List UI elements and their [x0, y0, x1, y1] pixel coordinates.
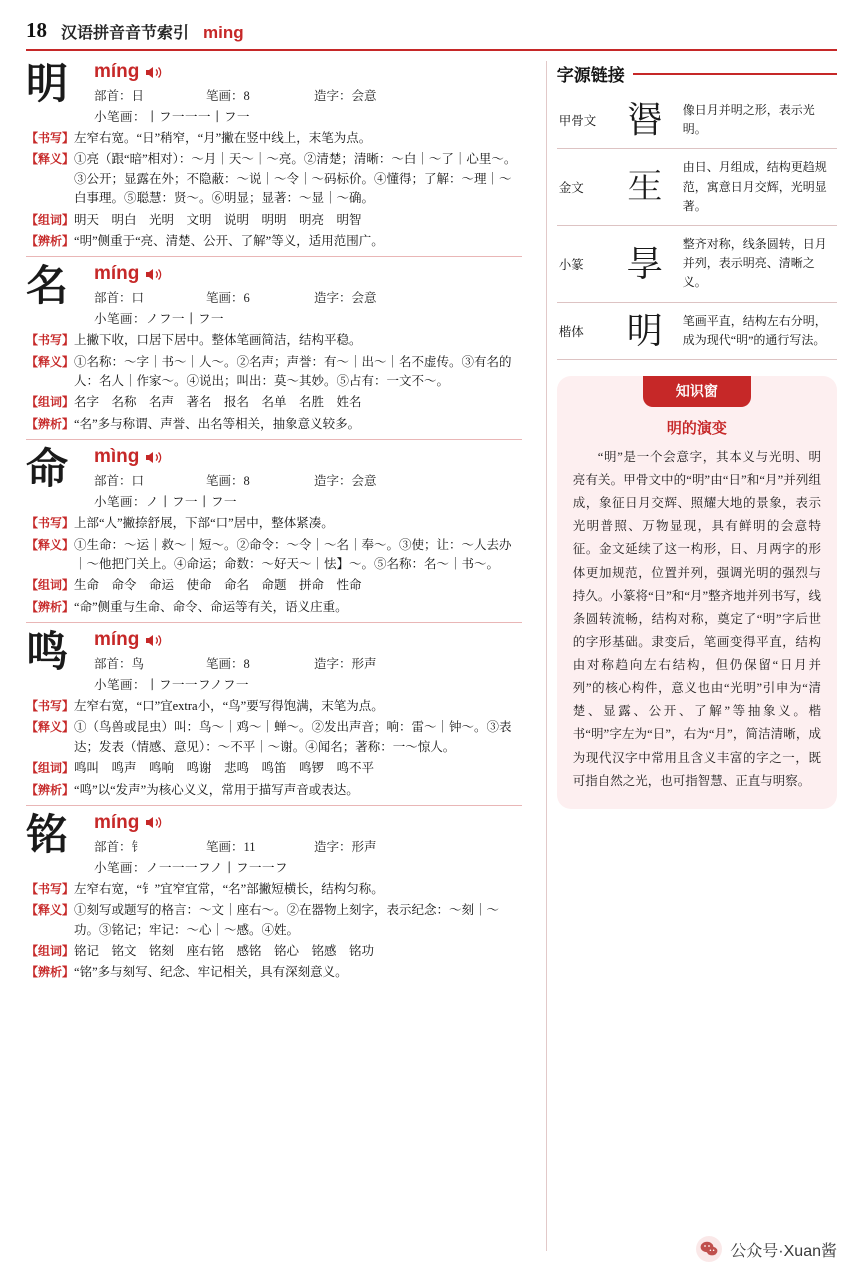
section-zuci: [26, 211, 522, 230]
bianxi-tag: 【辨析】: [26, 599, 75, 614]
entry-sections: [26, 331, 522, 434]
page-body: [26, 61, 837, 1251]
stroke-label: 小笔画：: [94, 678, 147, 692]
script-desc: 整齐对称，线条圆转，日月并列，表示明亮、清晰之义。: [681, 225, 837, 302]
zuci-text: 名字 名称 名声 著名 报名 名单 名胜 姓名: [74, 395, 362, 410]
script-desc: 笔画平直，结构左右分明，成为现代“明”的通行写法。: [681, 302, 837, 359]
zuci-text: 鸣叫 鸣声 鸣响 鸣谢 悲鸣 鸣笛 鸣锣 鸣不平: [74, 761, 375, 776]
entry-meta: [94, 654, 522, 672]
bihua-label: 笔画：: [206, 474, 244, 489]
shiyi-tag: 【释义】: [26, 720, 75, 735]
dictionary-entry: [26, 446, 522, 623]
script-glyph: 明: [609, 302, 681, 359]
zuci-text: 铭记 铭文 铭刻 座右铭 感铭 铭心 铭感 铭功: [74, 944, 375, 958]
page-number: 18: [26, 18, 47, 42]
shuxie-tag: 【书写】: [26, 131, 75, 145]
shiyi-tag: 【释义】: [26, 354, 75, 369]
entry-meta: [94, 86, 522, 104]
knowledge-title: 明的演变: [666, 420, 727, 437]
zaozi-value: 会意: [351, 474, 377, 489]
pinyin-row: [94, 812, 522, 834]
stroke-label: 小笔画：: [94, 860, 147, 875]
section-shuxie: [26, 514, 522, 533]
section-shuxie: [26, 880, 522, 899]
bushou-label: 部首：: [94, 839, 132, 854]
entry-sections: [26, 129, 522, 251]
zuci-text: 明天 明白 光明 文明 说明 明明 明亮 明智: [74, 212, 362, 227]
entry-header: [26, 812, 522, 876]
bushou-label: 部首：: [94, 474, 132, 489]
bihua-value: 6: [243, 291, 250, 306]
entry-character: 铭: [26, 812, 69, 859]
zaozi-label: 造字：: [314, 474, 352, 489]
stroke-order: [94, 675, 522, 693]
zaozi-value: 形声: [351, 839, 377, 854]
section-zuci: [26, 942, 522, 961]
section-shuxie: [26, 331, 522, 350]
stroke-value: ノフ一丨フ一: [146, 312, 225, 327]
zuci-text: 生命 命令 命运 使命 命名 命题 拼命 性命: [74, 578, 362, 593]
bianxi-tag: 【辨析】: [26, 782, 75, 797]
stroke-label: 小笔画：: [94, 495, 147, 510]
table-row: [557, 225, 837, 302]
section-shiyi: [26, 718, 522, 757]
entry-meta: [94, 471, 522, 489]
bushou-value: 日: [131, 89, 145, 103]
shuxie-text: 上撇下收，口居下居中。整体笔画简洁，结构平稳。: [74, 333, 362, 348]
speaker-icon[interactable]: [145, 267, 163, 282]
dictionary-entry: [26, 812, 522, 988]
column-divider: [546, 61, 547, 1251]
entry-header: [26, 629, 522, 693]
script-label: 金文: [557, 149, 609, 226]
bushou-value: 口: [131, 291, 145, 306]
section-bianxi: [26, 232, 522, 251]
zaozi-value: 会意: [351, 89, 377, 103]
section-bianxi: [26, 963, 522, 982]
section-shiyi: [26, 536, 522, 575]
zaozi-value: 形声: [351, 657, 377, 671]
shuxie-tag: 【书写】: [26, 699, 75, 713]
section-zuci: [26, 393, 522, 412]
table-row: [557, 92, 837, 149]
shuxie-text: 左窄右宽。“日”稍窄，“月”撇在竖中线上，末笔为点。: [74, 131, 372, 145]
dictionary-entry: [26, 61, 522, 257]
bihua-label: 笔画：: [206, 291, 244, 306]
speaker-icon[interactable]: [145, 815, 163, 830]
shiyi-tag: 【释义】: [26, 152, 75, 167]
section-shuxie: [26, 129, 522, 148]
stroke-value: 丨フ一一フノフ一: [146, 678, 250, 692]
bushou-label: 部首：: [94, 657, 132, 671]
dictionary-entry: [26, 629, 522, 806]
bihua-value: 8: [243, 89, 250, 103]
entry-character: 名: [26, 264, 69, 311]
stroke-order: [94, 858, 522, 876]
stroke-order: [94, 492, 522, 510]
entry-meta: [94, 837, 522, 855]
script-label: 楷体: [557, 302, 609, 359]
pinyin-row: [94, 61, 522, 83]
bihua-value: 8: [243, 657, 250, 671]
entry-character: 明: [26, 62, 69, 108]
shuxie-text: 上部“人”撇捺舒展，下部“口”居中，整体紧凑。: [74, 516, 334, 531]
section-shiyi: [26, 353, 522, 392]
zuci-tag: 【组词】: [26, 578, 75, 593]
header-title: 汉语拼音音节索引: [61, 25, 190, 42]
shuxie-tag: 【书写】: [26, 516, 75, 531]
sidebar: [557, 61, 837, 1251]
script-desc: 像日月并明之形，表示光明。: [681, 92, 837, 149]
header-pinyin: ming: [203, 23, 244, 42]
bianxi-text: “铭”多与刻写、纪念、牢记相关，具有深刻意义。: [74, 965, 348, 980]
shiyi-text: ①刻写或题写的格言：～文｜座右～。②在器物上刻字，表示纪念：～刻｜～功。③铭记；牢记：～心｜～感。④姓。: [74, 903, 500, 937]
speaker-icon[interactable]: [145, 450, 163, 465]
shuxie-text: 左窄右宽，“钅”宜窄宜常，“名”部撇短横长，结构匀称。: [74, 881, 384, 896]
script-glyph: 𤯔: [609, 149, 681, 226]
zuci-tag: 【组词】: [26, 761, 75, 776]
script-label: 甲骨文: [557, 92, 609, 149]
entry-meta: [94, 288, 522, 306]
etymology-table: [557, 92, 837, 360]
entry-pinyin: míng: [94, 263, 140, 285]
shiyi-text: ①（鸟兽或昆虫）叫：鸟～｜鸡～｜蝉～。②发出声音；响：雷～｜钟～。③表达；发表（情感、意见）：～不平｜～谢。④闻名；著称：一～惊人。: [74, 720, 512, 754]
footer-text: 公众号·Xuan酱: [730, 1242, 837, 1260]
section-shiyi: [26, 901, 522, 940]
entry-sections: [26, 880, 522, 983]
shiyi-tag: 【释义】: [26, 537, 75, 552]
shiyi-tag: 【释义】: [26, 903, 75, 918]
title-rule: [633, 73, 837, 75]
zuci-tag: 【组词】: [26, 212, 75, 227]
wechat-icon: [696, 1236, 722, 1262]
bihua-label: 笔画：: [206, 839, 244, 854]
bihua-value: 11: [243, 839, 256, 854]
bianxi-text: “明”侧重于“亮、清楚、公开、了解”等义，适用范围广。: [74, 233, 384, 248]
page-header: [26, 18, 837, 51]
stroke-value: ノ一一一フノ丨フ一一フ: [146, 860, 289, 875]
bushou-value: 鸟: [131, 657, 145, 671]
section-zuci: [26, 759, 522, 778]
pinyin-row: [94, 629, 522, 651]
shiyi-text: ①名称：～字｜书～｜人～。②名声；声誉：有～｜出～｜名不虚传。③有名的人：名人｜作家～。④说出；叫出：莫～其妙。⑤占有：一文不～。: [74, 354, 512, 388]
bianxi-tag: 【辨析】: [26, 965, 75, 980]
bihua-label: 笔画：: [206, 89, 244, 103]
footer-badge: [696, 1236, 837, 1262]
entries-column: [26, 61, 536, 1251]
section-zuci: [26, 576, 522, 595]
bianxi-tag: 【辨析】: [26, 233, 75, 248]
sidebar-title: 字源链接: [556, 66, 625, 85]
entry-pinyin: míng: [94, 61, 140, 82]
zaozi-label: 造字：: [314, 839, 352, 854]
bushou-value: 钅: [131, 839, 145, 854]
section-shiyi: [26, 150, 522, 208]
knowledge-banner: 知识窗: [643, 376, 751, 407]
section-bianxi: [26, 598, 522, 617]
entry-header: [26, 61, 522, 125]
table-row: [557, 149, 837, 226]
entry-sections: [26, 697, 522, 800]
zaozi-label: 造字：: [314, 89, 352, 103]
bushou-label: 部首：: [94, 291, 132, 306]
shuxie-text: 左窄右宽，“口”宜extra小，“鸟”要写得饱满，末笔为点。: [74, 699, 384, 713]
knowledge-box: [557, 376, 837, 809]
bianxi-text: “命”侧重与生命、命令、命运等有关，语义庄重。: [74, 599, 348, 614]
stroke-order: [94, 309, 522, 327]
section-bianxi: [26, 415, 522, 434]
zaozi-value: 会意: [351, 291, 377, 306]
section-shuxie: [26, 697, 522, 716]
pinyin-row: [94, 446, 522, 468]
stroke-label: 小笔画：: [94, 110, 147, 124]
entry-header: [26, 263, 522, 327]
table-row: [557, 302, 837, 359]
bianxi-tag: 【辨析】: [26, 416, 75, 431]
speaker-icon[interactable]: [145, 65, 163, 80]
script-label: 小篆: [557, 225, 609, 302]
entry-header: [26, 446, 522, 510]
entry-pinyin: mìng: [94, 446, 140, 468]
script-glyph: 㫗: [609, 225, 681, 302]
section-bianxi: [26, 781, 522, 800]
dictionary-entry: [26, 263, 522, 440]
zaozi-label: 造字：: [314, 657, 352, 671]
shiyi-text: ①亮（跟“暗”相对）：～月｜天～｜～亮。②清楚；清晰：～白｜～了｜心里～。③公开；显露在外；不隐蔽：～说｜～令｜～码标价。④懂得；了解：～理｜～白事理。⑤聪慧：贤～。⑥明显；显著：～显｜～确。: [74, 152, 517, 206]
stroke-value: ノ丨フ一丨フ一: [146, 495, 238, 510]
entry-pinyin: míng: [94, 811, 140, 833]
bihua-label: 笔画：: [206, 657, 244, 671]
script-desc: 由日、月组成，结构更趋规范，寓意日月交辉，光明显著。: [681, 149, 837, 226]
script-glyph: 𣇹: [609, 92, 681, 149]
bihua-value: 8: [243, 474, 250, 489]
bushou-label: 部首：: [94, 89, 132, 103]
entry-character: 命: [26, 447, 69, 494]
speaker-icon[interactable]: [145, 633, 163, 648]
bushou-value: 口: [131, 474, 145, 489]
entry-pinyin: míng: [94, 629, 140, 650]
stroke-value: 丨フ一一一丨フ一: [146, 110, 251, 124]
bianxi-text: “鸣”以“发声”为核心义义，常用于描写声音或表达。: [74, 782, 359, 797]
knowledge-body: “明”是一个会意字，其本义与光明、明亮有关。甲骨文中的“明”由“日”和“月”并列组成，象征日月交辉、照耀大地的景象，表示光明普照、万物显现，具有鲜明的会意特征。金文延续了这一构形，日、月两字的形体更加规范，位置并列，强调光明的强烈与持久。小篆将“日”和“月”整齐地并列书写，线条圆转流畅，结构对称，奠定了“明”字后世的字形基础。隶变后，笔画变得平直，结构由对称趋向左右结构，但仍保留“日月并列”的核心构件，意义也由“光明”引申为“清楚、显露、公开、了解”等抽象义。楷书“明”字左为“日”，右为“月”，简洁清晰，成为现代汉字中常用且含义丰富的字之一，既可指自然之光，也可指智慧、正直与明察。: [572, 449, 822, 788]
zaozi-label: 造字：: [314, 291, 352, 306]
entry-sections: [26, 514, 522, 617]
pinyin-row: [94, 263, 522, 285]
zuci-tag: 【组词】: [26, 944, 75, 958]
entry-character: 鸣: [26, 630, 69, 676]
shiyi-text: ①生命：～运｜救～｜短～。②命令：～令｜～名｜奉～。③使；让：～人去办｜～他把门关上。④命运；命数：～好天～｜怯】～。⑤名称：名～｜书～。: [74, 537, 512, 571]
shuxie-tag: 【书写】: [26, 881, 75, 896]
zuci-tag: 【组词】: [26, 395, 75, 410]
bianxi-text: “名”多与称谓、声誉、出名等相关，抽象意义较多。: [74, 416, 361, 431]
shuxie-tag: 【书写】: [26, 333, 75, 348]
sidebar-title-row: [557, 61, 837, 86]
stroke-label: 小笔画：: [94, 312, 147, 327]
stroke-order: [94, 107, 522, 125]
